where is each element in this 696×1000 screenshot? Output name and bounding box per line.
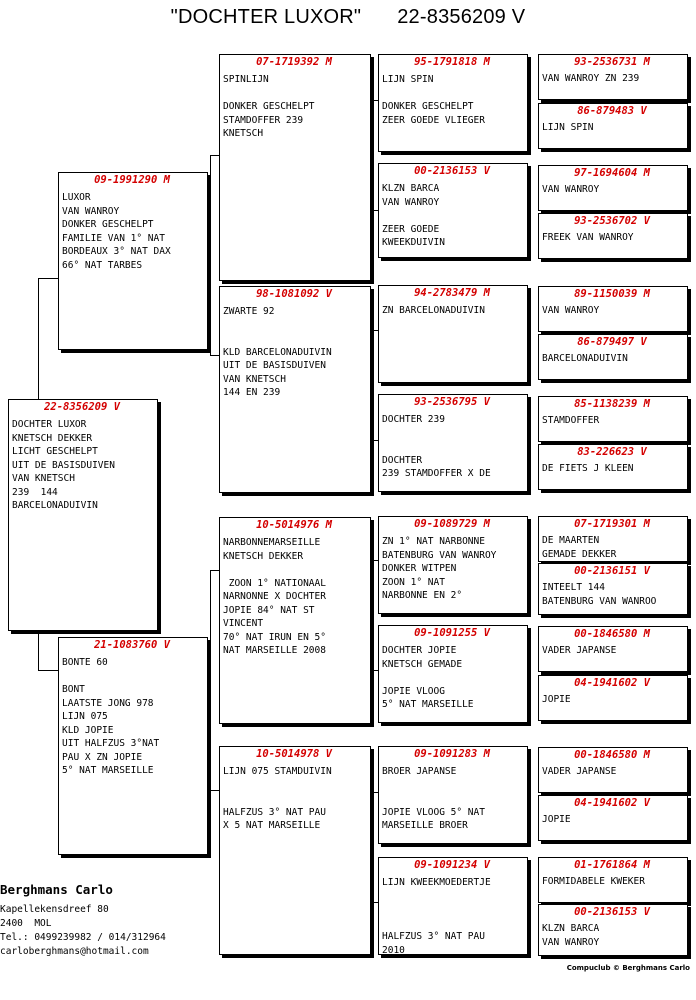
ring-number: 00-1846580 M xyxy=(574,749,650,761)
pigeon-info: DE FIETS J KLEEN xyxy=(542,463,634,474)
pedigree-gp-box xyxy=(219,286,371,493)
pigeon-info: FORMIDABELE KWEKER xyxy=(542,876,645,887)
title-ring: 22-8356209 V xyxy=(397,6,526,28)
pigeon-info: JOPIE xyxy=(542,694,571,705)
ring-number: 10-5014978 V xyxy=(256,748,332,760)
ring-number: 09-1091234 V xyxy=(414,859,490,871)
ring-number: 09-1091283 M xyxy=(414,748,490,760)
pedigree-gggp-box xyxy=(538,396,688,442)
pedigree-ggp-box xyxy=(378,516,528,614)
connector xyxy=(372,560,373,670)
pigeon-info: DOCHTER JOPIE KNETSCH GEMADE JOPIE VLOOG 5° NAT MARSEILLE xyxy=(382,645,474,710)
owner-phone: Tel.: 0499239982 / 014/312964 xyxy=(0,932,166,943)
pigeon-info: DOCHTER LUXOR KNETSCH DEKKER LICHT GESCHELPT UIT DE BASISDUIVEN VAN KNETSCH 239 144 BARCELONADUIVIN xyxy=(12,419,115,511)
ring-number: 10-5014976 M xyxy=(256,519,332,531)
pigeon-info: BONTE 60 BONT LAATSTE JONG 978 LIJN 075 KLD JOPIE UIT HALFZUS 3°NAT PAU X ZN JOPIE 5° NAT MARSEILLE xyxy=(62,657,160,776)
title-name: "DOCHTER LUXOR" xyxy=(170,6,362,28)
pigeon-info: VADER JAPANSE xyxy=(542,766,617,777)
pigeon-info: JOPIE xyxy=(542,814,571,825)
pedigree-ggp-box xyxy=(378,857,528,955)
pigeon-info: ZWARTE 92 KLD BARCELONADUIVIN UIT DE BASISDUIVEN VAN KNETSCH 144 EN 239 xyxy=(223,306,332,398)
ring-number: 83-226623 V xyxy=(577,446,647,458)
ring-number: 97-1694604 M xyxy=(574,167,650,179)
connector xyxy=(372,100,373,210)
connector xyxy=(210,570,211,790)
pigeon-info: INTEELT 144 BATENBURG VAN WANROO xyxy=(542,582,657,607)
pigeon-info: VADER JAPANSE xyxy=(542,645,617,656)
pedigree-ggp-box xyxy=(378,746,528,844)
owner-name: Berghmans Carlo xyxy=(0,882,113,897)
pedigree-sire-box xyxy=(58,172,208,350)
connector xyxy=(372,792,373,902)
ring-number: 93-2536795 V xyxy=(414,396,490,408)
ring-number: 09-1991290 M xyxy=(94,174,170,186)
pedigree-ggp-box xyxy=(378,394,528,492)
pedigree-gggp-box xyxy=(538,563,688,615)
footer-credit: Compuclub © Berghmans Carlo xyxy=(566,964,690,972)
pedigree-dam-box xyxy=(58,637,208,855)
connector xyxy=(38,670,60,671)
pigeon-info: LIJN SPIN xyxy=(542,122,594,133)
owner-city: 2400 MOL xyxy=(0,918,52,929)
ring-number: 22-8356209 V xyxy=(44,401,120,413)
pedigree-gggp-box xyxy=(538,213,688,259)
pigeon-info: DOCHTER 239 DOCHTER 239 STAMDOFFER X DE xyxy=(382,414,491,479)
ring-number: 00-2136151 V xyxy=(574,565,650,577)
ring-number: 86-879497 V xyxy=(577,336,647,348)
pigeon-info: LUXOR VAN WANROY DONKER GESCHELPT FAMILIE VAN 1° NAT BORDEAUX 3° NAT DAX 66° NAT TARBES xyxy=(62,192,171,271)
pigeon-info: NARBONNEMARSEILLE KNETSCH DEKKER ZOON 1° NATIONAAL NARNONNE X DOCHTER JOPIE 84° NAT ST VINCENT 70° NAT IRUN EN 5° NAT MARSEILLE 2008 xyxy=(223,537,326,656)
ring-number: 00-2136153 V xyxy=(414,165,490,177)
ring-number: 98-1081092 V xyxy=(256,288,332,300)
pigeon-info: ZN 1° NAT NARBONNE BATENBURG VAN WANROY DONKER WITPEN ZOON 1° NAT NARBONNE EN 2° xyxy=(382,536,497,601)
owner-address: Kapellekensdreef 80 xyxy=(0,904,109,915)
pedigree-subject-box xyxy=(8,399,158,631)
page-title xyxy=(0,6,696,29)
ring-number: 21-1083760 V xyxy=(94,639,170,651)
pedigree-ggp-box xyxy=(378,54,528,152)
pedigree-gggp-box xyxy=(538,795,688,841)
pedigree-gggp-box xyxy=(538,904,688,956)
pigeon-info: VAN WANROY ZN 239 xyxy=(542,73,640,84)
pedigree-gggp-box xyxy=(538,103,688,149)
pedigree-gggp-box xyxy=(538,286,688,332)
ring-number: 00-1846580 M xyxy=(574,628,650,640)
ring-number: 86-879483 V xyxy=(577,105,647,117)
pedigree-gp-box xyxy=(219,746,371,955)
pigeon-info: VAN WANROY xyxy=(542,305,600,316)
pigeon-info: LIJN SPIN DONKER GESCHELPT ZEER GOEDE VLIEGER xyxy=(382,74,485,126)
pedigree-ggp-box xyxy=(378,163,528,258)
ring-number: 07-1719392 M xyxy=(256,56,332,68)
pedigree-ggp-box xyxy=(378,285,528,383)
ring-number: 09-1089729 M xyxy=(414,518,490,530)
pedigree-gggp-box xyxy=(538,54,688,100)
pigeon-info: DE MAARTEN GEMADE DEKKER xyxy=(542,535,617,560)
pigeon-info: BROER JAPANSE JOPIE VLOOG 5° NAT MARSEILLE BROER xyxy=(382,766,485,831)
connector xyxy=(38,278,39,401)
pedigree-gggp-box xyxy=(538,626,688,672)
pigeon-info: ZN BARCELONADUIVIN xyxy=(382,305,485,316)
ring-number: 00-2136153 V xyxy=(574,906,650,918)
pigeon-info: KLZN BARCA VAN WANROY ZEER GOEDE KWEEKDUIVIN xyxy=(382,183,445,248)
pigeon-info: STAMDOFFER xyxy=(542,415,600,426)
pedigree-gggp-box xyxy=(538,516,688,562)
ring-number: 04-1941602 V xyxy=(574,797,650,809)
pigeon-info: SPINLIJN DONKER GESCHELPT STAMDOFFER 239 KNETSCH xyxy=(223,74,315,139)
ring-number: 01-1761864 M xyxy=(574,859,650,871)
pedigree-gggp-box xyxy=(538,747,688,793)
ring-number: 85-1138239 M xyxy=(574,398,650,410)
pigeon-info: LIJN 075 STAMDUIVIN HALFZUS 3° NAT PAU X 5 NAT MARSEILLE xyxy=(223,766,332,831)
connector xyxy=(38,278,60,279)
pigeon-info: LIJN KWEEKMOEDERTJE HALFZUS 3° NAT PAU 2010 xyxy=(382,877,491,956)
pedigree-gggp-box xyxy=(538,675,688,721)
ring-number: 07-1719301 M xyxy=(574,518,650,530)
owner-email: carloberghmans@hotmail.com xyxy=(0,946,149,957)
connector xyxy=(210,155,211,355)
pedigree-gggp-box xyxy=(538,857,688,903)
ring-number: 09-1091255 V xyxy=(414,627,490,639)
ring-number: 93-2536702 V xyxy=(574,215,650,227)
ring-number: 04-1941602 V xyxy=(574,677,650,689)
pedigree-gp-box xyxy=(219,54,371,281)
ring-number: 89-1150039 M xyxy=(574,288,650,300)
pigeon-info: BARCELONADUIVIN xyxy=(542,353,628,364)
pedigree-gggp-box xyxy=(538,334,688,380)
ring-number: 93-2536731 M xyxy=(574,56,650,68)
pedigree-gp-box xyxy=(219,517,371,724)
pedigree-gggp-box xyxy=(538,444,688,490)
pigeon-info: FREEK VAN WANROY xyxy=(542,232,634,243)
ring-number: 95-1791818 M xyxy=(414,56,490,68)
ring-number: 94-2783479 M xyxy=(414,287,490,299)
pedigree-gggp-box xyxy=(538,165,688,211)
pedigree-ggp-box xyxy=(378,625,528,723)
pigeon-info: KLZN BARCA VAN WANROY xyxy=(542,923,600,948)
pigeon-info: VAN WANROY xyxy=(542,184,600,195)
connector xyxy=(372,330,373,440)
